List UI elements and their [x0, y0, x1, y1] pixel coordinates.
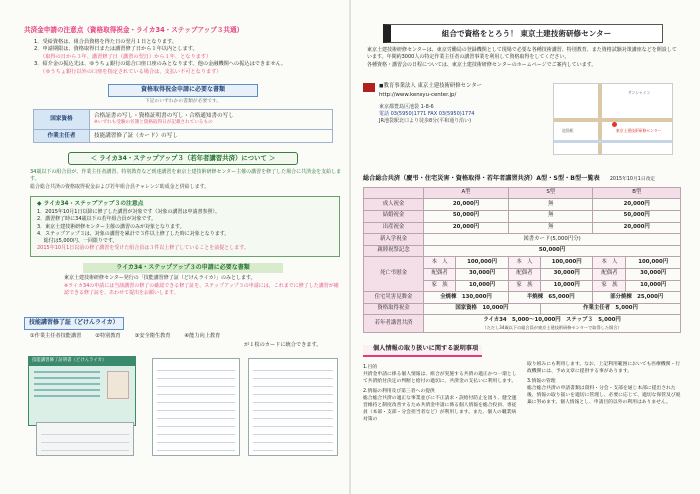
- map-pin-icon: [612, 122, 617, 127]
- fee-cell: 20,000円: [593, 222, 681, 234]
- fee-cell: 20,000円: [424, 222, 509, 234]
- fee-who: 家 族: [509, 280, 541, 292]
- fee-cell: 10,000円: [540, 280, 593, 292]
- table-row: [364, 303, 681, 315]
- right-panel: [363, 24, 683, 424]
- fee-label: 成人祝金: [364, 199, 424, 211]
- skill-item: ③安全衛生教育: [134, 332, 171, 339]
- table-row: [364, 245, 681, 257]
- privacy-col-left: [363, 362, 517, 424]
- fee-cell: 100,000円: [626, 257, 681, 269]
- fee-cell: 部分焼棟 25,000円: [593, 292, 681, 304]
- table-row: [364, 257, 681, 269]
- map-label: サンシャイン: [628, 89, 651, 95]
- center-desc-text: 各種資格・講習会の日程については、東京土建技術研修センターのホームページでご案内しています。: [367, 61, 597, 68]
- privacy-col-right: [527, 362, 681, 424]
- privacy-text: 総合総合共済の適正な事業並びに不正請求・誤給付防止を図り、健全運営維持と制度改善するため共済金申請に係る個人情報を総合役員、専従員（本部・支部・分会担当者など）が利用します。また、個人の職業病対策の: [363, 395, 517, 422]
- fee-cell: 半焼棟 65,000円: [509, 292, 593, 304]
- fee-cell: 無: [509, 222, 593, 234]
- note-item: （ゆうちょ銀行以外の口座を指定されている場合は、支払い不可となります）: [40, 68, 222, 75]
- fee-cell: 10,000円: [626, 280, 681, 292]
- life-note-item: 3．東京土建技術研修センター主催の講習のみが対象となります。: [37, 223, 185, 230]
- req-body: [90, 109, 333, 129]
- note-item: 3．紹介金の振込先は、ゆうちょ銀行の総合口座口座のみとなります。他の金融機関への振込はできません。: [34, 61, 287, 68]
- fee-cell: 50,000円: [424, 210, 509, 222]
- life-intro-text: 総合総合共済の資格取得祝金および若年組合員チャレンジ助成金と併給します。: [30, 183, 210, 190]
- fee-cell: 無: [509, 199, 593, 211]
- center-desc-text: 東京土建技術研修センターは、東京労働局の登録機関として現場で必要な各種技術講習、特別教育、また資格試験対策講座などを開設しています。年間約3000人の特定作業主任者の講習事業を利用して資格取得をしてください。: [367, 47, 677, 61]
- access-map: [553, 83, 673, 155]
- fee-label: 新入学祝金: [364, 234, 424, 246]
- privacy-heading: 3.情報の管理: [527, 379, 556, 385]
- card-header: 技能講習修了証明書（どけんライカ）: [29, 357, 135, 365]
- privacy-text: 共済金申請に係る個人情報は、組合が実施する共済の適正かつ一環として共済給付決定の判断と給付の適切に、共済金の支払いに利用します。: [363, 372, 517, 385]
- card-back-image: [36, 422, 134, 456]
- fee-cell: 10,000円: [456, 280, 509, 292]
- skill-item: ②特別教育: [95, 332, 121, 339]
- life-notes-box: [30, 196, 340, 257]
- fee-who: 本 人: [509, 257, 541, 269]
- privacy-heading: 1.目的: [363, 365, 378, 371]
- center-fold: [349, 0, 351, 494]
- fee-cell: 100,000円: [540, 257, 593, 269]
- skill-list: [30, 333, 342, 341]
- fee-cell: 国家資格 10,000円: [424, 303, 541, 315]
- skill-right-text: が１枚のカードに統合できます。: [244, 342, 322, 349]
- fee-cell: 100,000円: [456, 257, 509, 269]
- skill-right-row: [24, 342, 342, 350]
- card-lines: [34, 371, 100, 401]
- note-item: （取得の日から３年、講習修了日（講習の翌日）から１年、となります）: [40, 53, 212, 60]
- table-row: [364, 187, 681, 199]
- life-note-item: 4．ステップアップ３は、対象の講習を累計で３件以上修了した時に対象となります。: [37, 230, 230, 237]
- fee-who: 配偶者: [424, 269, 456, 281]
- privacy-title: 個人情報の取り扱いに関する説明事項: [363, 345, 482, 357]
- table-row: [364, 292, 681, 304]
- life-note-item: 1．2015年10月1日以降に修了した講習が対象です（対象の講習は申請書参照）。: [37, 209, 220, 216]
- certificate-image: [152, 358, 240, 456]
- center-info-row: [363, 83, 683, 165]
- fee-type: S型: [509, 187, 593, 199]
- life-notes-title: ◆ ライカ34・ステップアップ３の注意点: [37, 200, 144, 207]
- fee-cell: 30,000円: [626, 269, 681, 281]
- fee-label: 結婚祝金: [364, 210, 424, 222]
- fee-cell: 20,000円: [593, 199, 681, 211]
- fee-type: B型: [593, 187, 681, 199]
- org-logo-icon: [363, 83, 375, 92]
- life-note-item: 総付は5,000円、一回限りです。: [37, 238, 118, 245]
- life-note-item: 2．講習修了時に34歳以下の若年組合員が対象です。: [37, 216, 157, 223]
- fee-cell: 無: [509, 210, 593, 222]
- org-url[interactable]: http://www.kensyu-center.jp/: [379, 91, 457, 98]
- org-name: ◼教育事業法人 東京土建技術研修センター: [379, 83, 483, 90]
- table-row: [34, 129, 333, 142]
- privacy-heading: 2.情報の利用及び第三者への提供: [363, 388, 435, 394]
- privacy-columns: [363, 362, 683, 424]
- table-row: [364, 199, 681, 211]
- life-intro-text: 34歳以下の組合員が、作業主任者講習、特別教育など到達講習を東京土建技術研修センター主催の講習を修了した場合に共済金を支給します。: [30, 169, 342, 183]
- fee-date: 2015年10月1日改定: [609, 176, 656, 182]
- fee-cell: 作業主任者 5,000円: [540, 303, 680, 315]
- skill-title: 技能講習修了証（どけんライカ）: [24, 317, 124, 330]
- req-head: 作業主任者: [34, 129, 90, 142]
- table-row: [34, 109, 333, 129]
- fee-cell: 全焼棟 130,000円: [424, 292, 509, 304]
- fee-table: [363, 187, 681, 333]
- fee-cell: 図書カード(5,000円分): [424, 234, 681, 246]
- note-item: 2．申請期限は、資格取得日または講習修了日から１年以内とします。: [34, 46, 198, 53]
- table-row: [364, 222, 681, 234]
- center-header: 組合で資格をとろう！ 東京土建技術研修センター: [383, 24, 663, 43]
- license-card-image: [28, 356, 136, 426]
- fee-label: 資格取得祝金: [364, 303, 424, 315]
- org-access: JR池袋駅北口より徒歩8分(平和通り沿い): [379, 118, 472, 125]
- fee-who: 本 人: [593, 257, 626, 269]
- fee-corner: [364, 187, 424, 199]
- fee-cell: 30,000円: [456, 269, 509, 281]
- fee-jakunen-note: （ただし34歳以下の組合員が東京土建技術研修センターで取得した場合）: [482, 324, 622, 330]
- org-address: 東京都豊島区池袋 1-8-6: [379, 103, 434, 110]
- fee-cell: 50,000円: [424, 245, 681, 257]
- org-block: [363, 83, 543, 165]
- fee-cell: 50,000円: [593, 210, 681, 222]
- card-area: [24, 354, 342, 454]
- req-text: 合格証書の写し・資格証明書の写し・合格通知書の写し: [94, 112, 234, 119]
- notice-title: ライカ34・ステップアップ３の申請に必要な書類: [83, 263, 283, 274]
- kyosai-notes: [24, 39, 342, 77]
- fee-label: 死亡弔慰金: [364, 257, 424, 292]
- org-phone: 電話 03(5950)1771 FAX 03(5950)1774: [379, 110, 475, 117]
- req-table: [33, 109, 333, 143]
- life-intro: [24, 169, 342, 191]
- notice-text: 東京土建技術研修センター発行の「技能講習修了証（どけんライカ）」のみとします。: [64, 275, 256, 282]
- privacy-text: 取り組みにも利用します。なお、上記利用範囲においても医療機関・行政機関には、予め文章に提供する事があります。: [527, 362, 681, 375]
- fee-who: 家 族: [593, 280, 626, 292]
- kyosai-note-title: 共済金申請の注意点（資格取得祝金・ライカ34・ステップアップ３共通）: [24, 26, 244, 34]
- table-row: [364, 210, 681, 222]
- fee-cell: [424, 315, 681, 333]
- fee-label: 住宅災害見舞金: [364, 292, 424, 304]
- fee-who: 配偶者: [509, 269, 541, 281]
- life-note-item: 2015年10月1日以前の修了講習を受けた組合員は３件以上修了していることを前提とします。: [37, 245, 249, 252]
- skill-item: ④能力向上教育: [184, 332, 221, 339]
- req-box-title: 資格取得祝金申請に必要な書類: [108, 84, 258, 97]
- left-panel: [24, 26, 342, 454]
- fee-jakunen-value: ライカ34 5,000〜10,000円 ステップ３ 5,000円: [483, 316, 621, 323]
- fee-label: 出産祝金: [364, 222, 424, 234]
- fee-title-text: 総合総合共済（慶弔・住宅災害・資格取得・若年者講習共済）A型・S型・B型一覧表: [363, 174, 600, 182]
- fee-label: 親睦祝祭記念: [364, 245, 424, 257]
- fee-type: A型: [424, 187, 509, 199]
- req-text: 技能講習修了証（カード）の写し: [90, 129, 333, 142]
- req-head: 国家資格: [34, 109, 90, 129]
- note-item: 1．受給資格は、組合員資格を得た日の翌月１日となります。: [34, 38, 177, 45]
- fee-title: [363, 175, 683, 184]
- map-label: 池袋駅: [562, 127, 574, 133]
- map-label: 東京土建技術研修センター: [616, 127, 662, 133]
- fee-cell: 30,000円: [540, 269, 593, 281]
- fee-label: 若年者講習共済: [364, 315, 424, 333]
- notice-red: ※ライカ34の申請には当該講習の修了の確認できる修了証を、ステップアップ３の申請には、これまでに修了した講習が確認できる修了証を、あわせて提出をお願いします。: [64, 282, 339, 296]
- table-row: [364, 315, 681, 333]
- table-row: [364, 234, 681, 246]
- fee-who: 配偶者: [593, 269, 626, 281]
- fee-cell: 20,000円: [424, 199, 509, 211]
- org-line: [363, 83, 543, 92]
- req-box-sub: 下記のいずれかの書類が必要です。: [144, 98, 222, 104]
- card-photo: [107, 371, 129, 399]
- certificate-image: [248, 358, 338, 456]
- fee-who: 家 族: [424, 280, 456, 292]
- skill-item: ①作業主任者技能講習: [30, 332, 82, 339]
- org-address-block: [363, 104, 543, 126]
- privacy-text: 総合総合共済の申請書類は資料・分会・支部を通じ本部に提出された後、情報の取り扱いを適切に管理し、必要に応じて、適切な保管及び廃棄に努めます。個人情報とし、申請目的以外の利用はありません。: [527, 385, 681, 405]
- life-banner: ＜ ライカ34・ステップアップ３（若年者講習共済）について ＞: [68, 152, 298, 165]
- notice-block: [24, 275, 342, 297]
- req-note: ※いずれも受験の名簿と資格取得日が記載されているもの: [94, 119, 213, 125]
- fee-who: 本 人: [424, 257, 456, 269]
- center-description: [363, 47, 683, 69]
